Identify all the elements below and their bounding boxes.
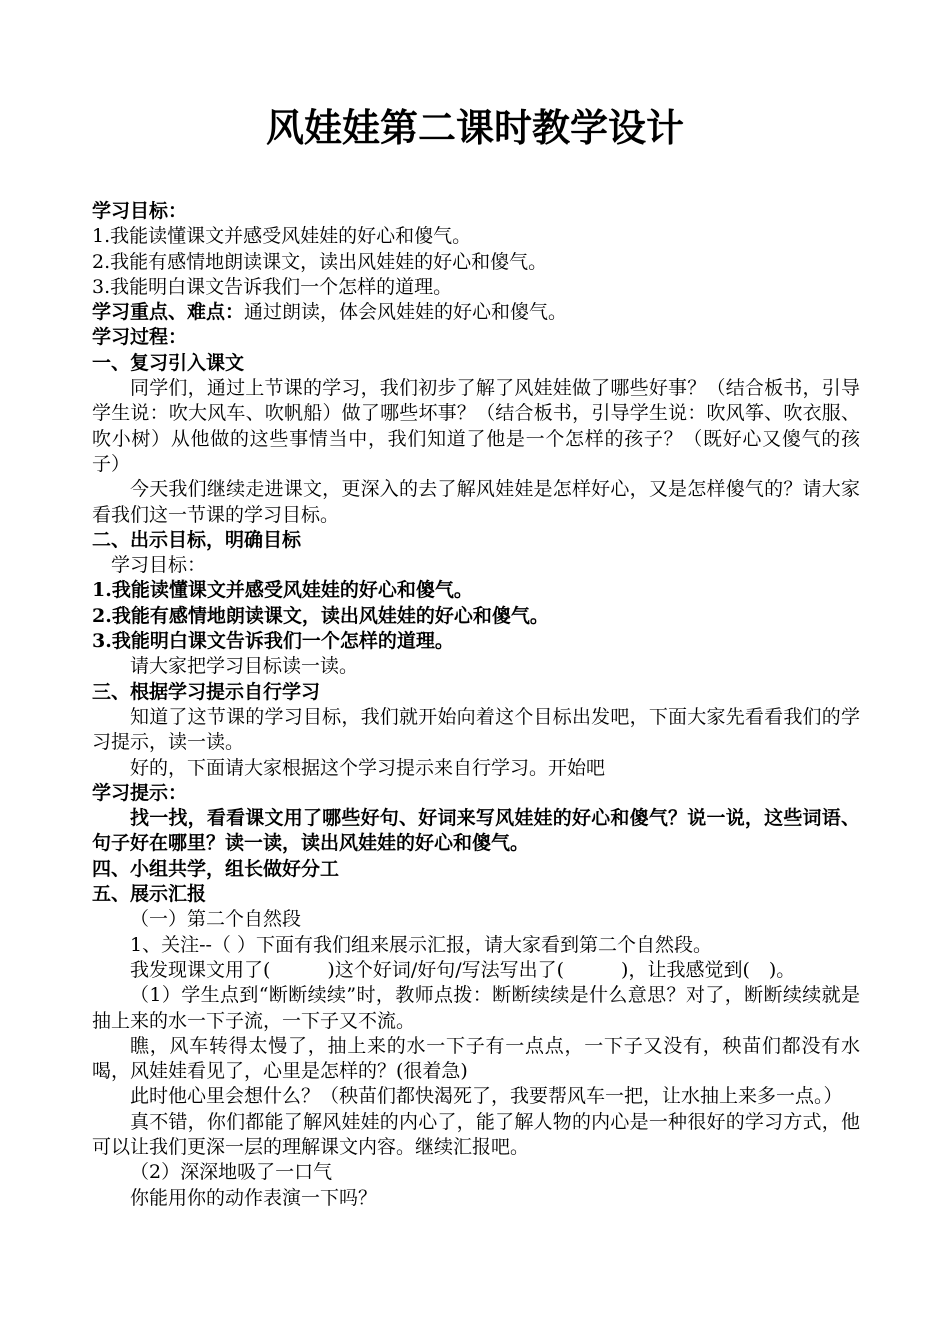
tips-text: 找一找，看看课文用了哪些好句、好词来写风娃娃的好心和傻气？说一说，这些词语、句子好在哪里？读一读，读出风娃娃的好心和傻气。 xyxy=(92,807,860,855)
key-points-line xyxy=(92,300,860,325)
paragraph: 真不错，你们都能了解风娃娃的内心了，能了解人物的内心是一种很好的学习方式，他可以让我们更深一层的理解课文内容。继续汇报吧。 xyxy=(92,1110,860,1158)
sub-heading: 学习目标： xyxy=(111,554,207,577)
paragraph: 1、关注--（ ）下面有我们组来展示汇报，请大家看到第二个自然段。 xyxy=(130,933,712,956)
process-heading: 学习过程： xyxy=(92,326,188,349)
section-heading: 一、复习引入课文 xyxy=(92,351,245,374)
sub-heading: （2）深深地吸了一口气 xyxy=(130,1161,333,1184)
paragraph: 此时他心里会想什么？（秧苗们都快渴死了，我要帮风车一把，让水抽上来多一点。） xyxy=(130,1085,843,1108)
sub-heading: （一）第二个自然段 xyxy=(130,908,302,931)
paragraph: 我发现课文用了( )这个好词/好句/写法写出了( )，让我感觉到( )。 xyxy=(130,958,796,981)
paragraph: 知道了这节课的学习目标，我们就开始向着这个目标出发吧，下面大家先看看我们的学习提示，读一读。 xyxy=(92,705,860,754)
objective-item-bold: 1.我能读懂课文并感受风娃娃的好心和傻气。 xyxy=(92,579,473,602)
section-heading: 二、出示目标，明确目标 xyxy=(92,528,302,551)
paragraph: 好的，下面请大家根据这个学习提示来自行学习。开始吧 xyxy=(130,756,606,779)
paragraph: 今天我们继续走进课文，更深入的去了解风娃娃是怎样好心，又是怎样傻气的？请大家看我们这一节课的学习目标。 xyxy=(92,478,860,526)
objective-item-bold: 3.我能明白课文告诉我们一个怎样的道理。 xyxy=(92,630,454,653)
paragraph: 瞧，风车转得太慢了，抽上来的水一下子有一点点，一下子又没有，秧苗们都没有水喝，风娃娃看见了，心里是怎样的？(很着急) xyxy=(92,1034,860,1083)
paragraph: （1）学生点到“断断续续”时，教师点拨：断断续续是什么意思？对了，断断续续就是抽上来的水一下子流，一下子又不流。 xyxy=(92,984,860,1032)
objective-item-bold: 2.我能有感情地朗读课文，读出风娃娃的好心和傻气。 xyxy=(92,604,549,627)
paragraph: 同学们，通过上节课的学习，我们初步了解了风娃娃做了哪些好事？（结合板书，引导学生说：吹大风车、吹帆船）做了哪些坏事？（结合板书，引导学生说：吹风筝、吹衣服、吹小树）从他做的这些事情当中，我们知道了他是一个怎样的孩子？（既好心又傻气的孩子） xyxy=(92,377,860,475)
document-title: 风娃娃第二课时教学设计 xyxy=(265,105,684,150)
paragraph: 你能用你的动作表演一下吗？ xyxy=(130,1186,378,1209)
section-heading: 四、小组共学，组长做好分工 xyxy=(92,857,340,880)
paragraph: 请大家把学习目标读一读。 xyxy=(130,655,359,678)
key-points-text: 通过朗读，体会风娃娃的好心和傻气。 xyxy=(244,301,568,324)
objective-item: 2.我能有感情地朗读课文，读出风娃娃的好心和傻气。 xyxy=(92,250,548,273)
objective-item: 3.我能明白课文告诉我们一个怎样的道理。 xyxy=(92,275,453,298)
tips-heading: 学习提示： xyxy=(92,781,188,804)
key-points-label: 学习重点、难点： xyxy=(92,301,245,324)
section-heading: 三、根据学习提示自行学习 xyxy=(92,680,321,703)
document-body xyxy=(92,199,860,1211)
objective-item: 1.我能读懂课文并感受风娃娃的好心和傻气。 xyxy=(92,225,472,248)
section-heading: 五、展示汇报 xyxy=(92,883,207,906)
objectives-heading: 学习目标： xyxy=(92,200,188,222)
